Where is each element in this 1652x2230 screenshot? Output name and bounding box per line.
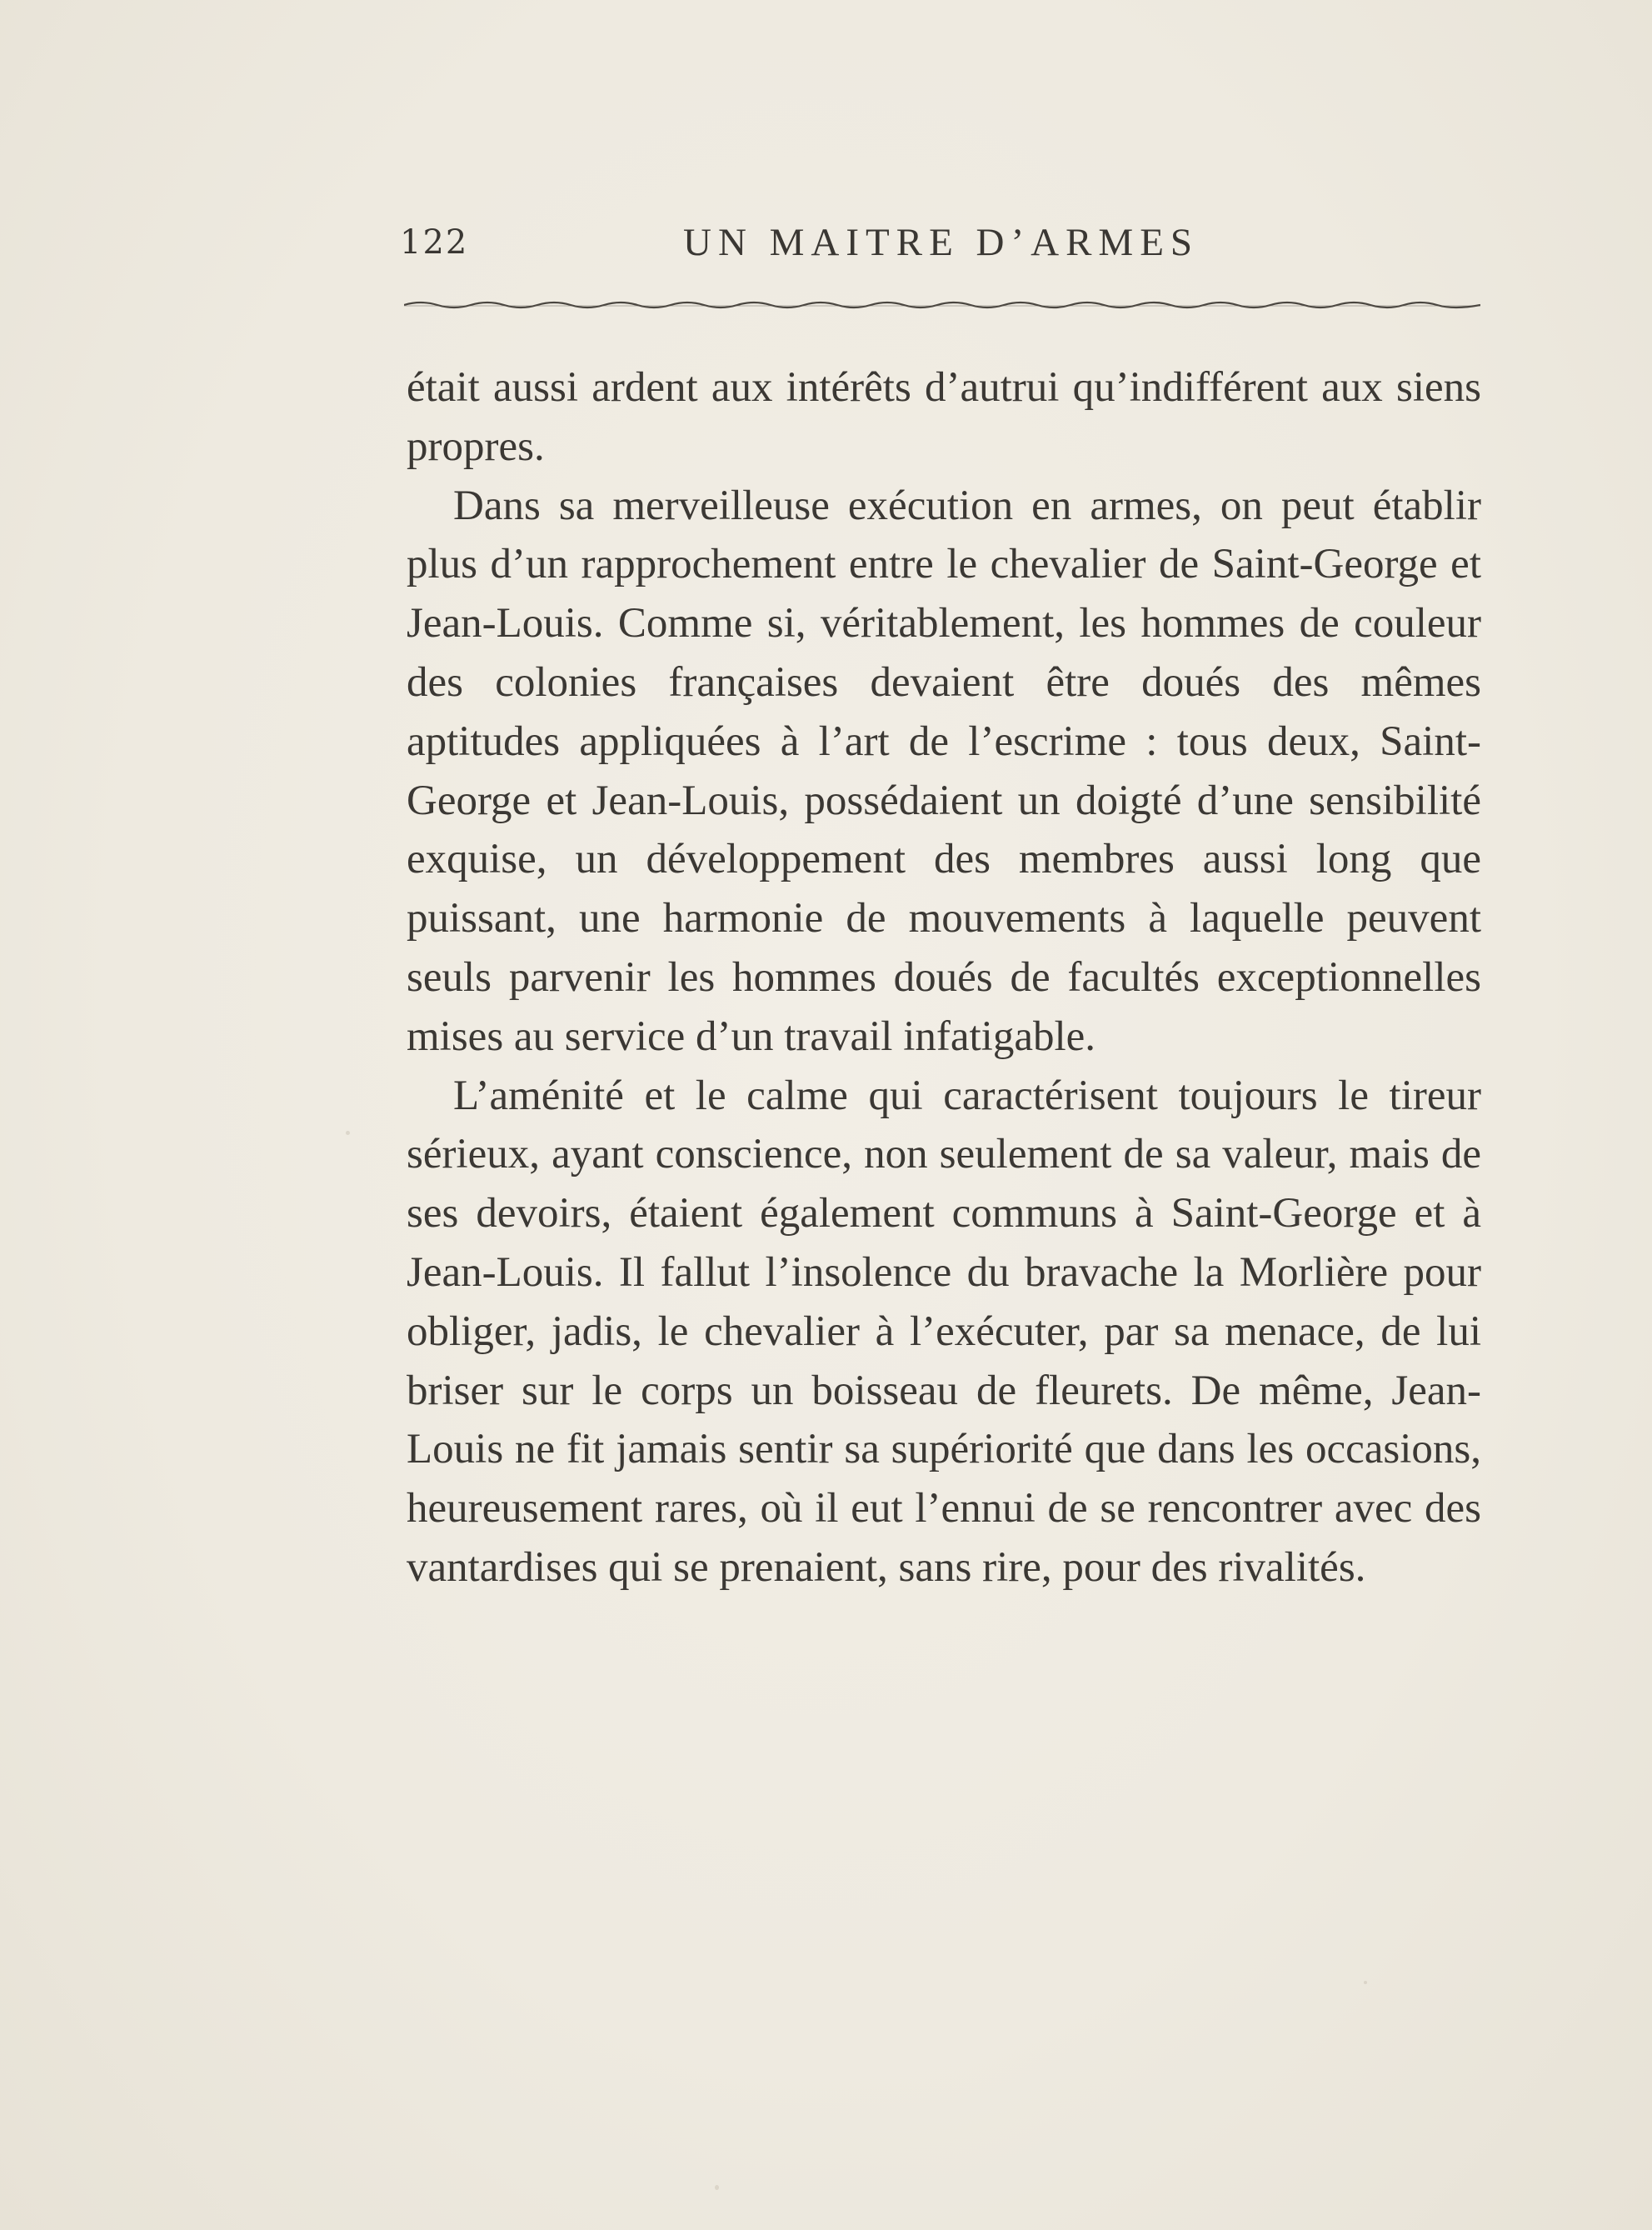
page-number: 122 [400, 223, 469, 262]
paragraph-1: était aussi ardent aux intérêts d’autrui qu’indifférent aux siens propres. [407, 364, 1481, 470]
page-header [400, 215, 1483, 282]
paragraph-2: Dans sa merveilleuse exécution en armes, on peut établir plus d’un rapprochement entre le chevalier de Saint-George et Jean-Louis. Comme si, véritablement, les hommes de couleur des colonies françaises devaient être doués des mêmes aptitudes appliquées à l’art de l’escrime : tous deux, Saint-George et Jean-Louis, possédaient un doigté d’une sensibilité exquise, un développement des membres aussi long que puissant, une harmonie de mouvements à laquelle peuvent seuls parvenir les hommes doués de facultés exceptionnelles mises au service d’un travail infatigable. [407, 482, 1481, 1060]
running-title: UN MAITRE D’ARMES [683, 221, 1200, 264]
paper-speck [346, 1131, 350, 1135]
body-text [407, 358, 1481, 1598]
paragraph-3: L’aménité et le calme qui caractérisent toujours le tireur sérieux, ayant conscience, non seulement de sa valeur, mais de ses devoirs, étaient également communs à Saint-George et à Jean-Louis. Il fallut l’insolence du bravache la Morlière pour obliger, jadis, le chevalier à l’exécuter, par sa menace, de lui briser sur le corps un boisseau de fleurets. De même, Jean-Louis ne fit jamais sentir sa supériorité que dans les occasions, heureusement rares, où il eut l’ennui de se rencontrer avec des vantardises qui se prenaient, sans rire, pour des rivalités. [407, 1072, 1481, 1591]
ornamental-rule [404, 298, 1480, 310]
paper-speck [1364, 1981, 1367, 1984]
paper-speck [715, 2185, 719, 2190]
